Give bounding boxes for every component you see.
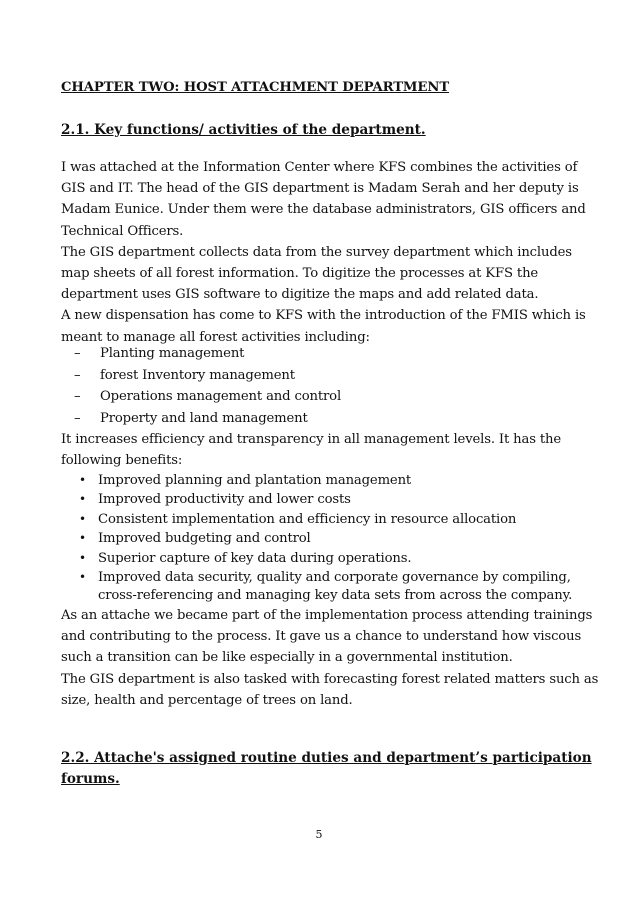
bullet-marker: • xyxy=(79,492,86,507)
list-item xyxy=(79,549,572,568)
list-item-text: forest Inventory management xyxy=(100,367,295,383)
list-item-text: Planting management xyxy=(100,346,245,361)
list-item-text: Superior capture of key data during operations. xyxy=(98,550,412,566)
benefits-list xyxy=(79,471,572,606)
list-item-text: Improved planning and plantation management xyxy=(98,473,412,488)
text-line: The GIS department collects data from the survey department which includes xyxy=(61,244,572,260)
text-line: size, health and percentage of trees on land. xyxy=(61,692,353,708)
list-item-text: Property and land management xyxy=(100,410,308,426)
text-line: meant to manage all forest activities including: xyxy=(61,329,370,345)
text-line: Madam Eunice. Under them were the database administrators, GIS officers and xyxy=(61,202,586,218)
text-line: A new dispensation has come to KFS with the introduction of the FMIS which is xyxy=(61,308,586,324)
section-heading-2-1: 2.1. Key functions/ activities of the department. xyxy=(61,122,426,138)
list-item xyxy=(74,365,341,387)
list-item xyxy=(79,529,572,548)
heading-line: forums. xyxy=(61,771,120,787)
paragraph-benefits-intro xyxy=(61,429,591,471)
list-item-continuation: cross-referencing and managing key data sets from across the company. xyxy=(98,588,573,604)
list-item xyxy=(79,490,572,509)
text-line: The GIS department is also tasked with forecasting forest related matters such as xyxy=(61,671,599,687)
dash-marker: – xyxy=(74,410,81,426)
dash-marker: – xyxy=(74,389,81,404)
dash-marker: – xyxy=(74,346,81,361)
text-line: Technical Officers. xyxy=(61,223,184,239)
list-item-text: Improved budgeting and control xyxy=(98,531,311,547)
paragraph-intro xyxy=(61,157,591,348)
list-item xyxy=(74,386,341,408)
text-line: GIS and IT. The head of the GIS department is Madam Serah and her deputy is xyxy=(61,181,579,197)
text-line: As an attache we became part of the implementation process attending trainings xyxy=(61,608,593,623)
text-line: department uses GIS software to digitize the maps and add related data. xyxy=(61,287,539,303)
dash-marker: – xyxy=(74,367,81,383)
list-item-text: Operations management and control xyxy=(100,389,342,404)
chapter-title: CHAPTER TWO: HOST ATTACHMENT DEPARTMENT xyxy=(61,80,450,95)
list-item xyxy=(74,343,341,365)
section-heading-2-2 xyxy=(61,748,592,790)
text-line: such a transition can be like especially in a governmental institution. xyxy=(61,650,513,666)
text-line: It increases efficiency and transparency in all management levels. It has the xyxy=(61,432,562,447)
paragraph-attachment xyxy=(61,605,599,711)
bullet-marker: • xyxy=(79,550,86,565)
page-number: 5 xyxy=(315,828,323,841)
bullet-marker: • xyxy=(79,531,86,546)
fmis-activities-list xyxy=(74,343,341,429)
text-line: map sheets of all forest information. To digitize the processes at KFS the xyxy=(61,266,539,282)
text-line: and contributing to the process. It gave us a chance to understand how viscous xyxy=(61,629,582,645)
list-item-text: Consistent implementation and efficiency in resource allocation xyxy=(98,511,517,527)
text-line: I was attached at the Information Center where KFS combines the activities of xyxy=(61,160,578,175)
list-item xyxy=(79,510,572,529)
bullet-marker: • xyxy=(79,511,86,526)
bullet-marker: • xyxy=(79,570,86,585)
list-item-text: Improved data security, quality and corporate governance by compiling, xyxy=(98,570,571,586)
list-item-text: Improved productivity and lower costs xyxy=(98,492,351,508)
bullet-marker: • xyxy=(79,473,86,487)
list-item xyxy=(79,471,572,490)
list-item xyxy=(79,568,572,606)
heading-line: 2.2. Attache's assigned routine duties and department’s participation xyxy=(61,750,592,766)
text-line: following benefits: xyxy=(61,453,183,469)
list-item xyxy=(74,408,341,430)
